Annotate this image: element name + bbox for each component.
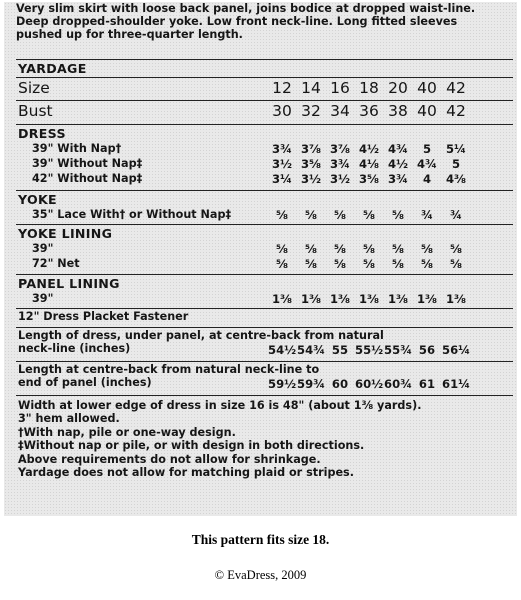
size-value: 40 — [417, 79, 437, 97]
length-value: 60¾ — [384, 377, 413, 391]
yardage-value: 1⅜ — [387, 292, 409, 306]
description-line: pushed up for three-quarter length. — [16, 28, 243, 41]
yardage-value: 3½ — [271, 157, 293, 171]
yardage-value: 4½ — [358, 142, 380, 156]
description-line: Deep dropped-shoulder yoke. Low front neck-line. Long fitted sleeves — [16, 15, 458, 28]
yardage-value: 3½ — [300, 172, 322, 186]
yardage-value: 5 — [451, 157, 461, 171]
size-value: 42 — [446, 79, 466, 97]
dress-title: DRESS — [18, 126, 66, 141]
yardage-value: ⅝ — [304, 242, 317, 256]
divider — [16, 361, 513, 362]
copyright-notice: © EvaDress, 2009 — [214, 568, 307, 582]
bust-value: 36 — [359, 102, 379, 120]
yardage-value: 1⅜ — [329, 292, 351, 306]
length-label-line: Length of dress, under panel, at centre-back from natural — [18, 329, 384, 342]
yardage-value: ⅝ — [275, 208, 288, 222]
yardage-value: 5¼ — [445, 142, 467, 156]
divider — [16, 327, 513, 328]
note-line: †With nap, pile or one-way design. — [18, 425, 236, 439]
length-value: 55 — [331, 343, 349, 357]
length-value: 60 — [331, 377, 349, 391]
yardage-value: 3¾ — [271, 142, 293, 156]
length-label-line: neck-line (inches) — [18, 341, 131, 355]
yardage-value: ⅝ — [304, 208, 317, 222]
note-line: Width at lower edge of dress in size 16 is 48" (about 1⅜ yards). — [18, 399, 422, 412]
yardage-value: ⅝ — [304, 257, 317, 271]
row-label: 39" With Nap† — [32, 142, 122, 155]
yardage-value: 4¾ — [416, 157, 438, 171]
size-value: 12 — [272, 79, 292, 97]
yardage-value: ⅝ — [391, 242, 404, 256]
divider — [16, 59, 513, 60]
size-value: 16 — [330, 79, 350, 97]
length-value: 59½ — [268, 377, 297, 391]
note-line: Above requirements do not allow for shrinkage. — [18, 452, 321, 466]
length-value: 56 — [418, 343, 436, 357]
yardage-value: ⅝ — [362, 208, 375, 222]
row-label: 39" — [32, 292, 54, 305]
divider — [16, 77, 513, 78]
yardage-value: 3⅞ — [300, 142, 322, 156]
size-value: 18 — [359, 79, 379, 97]
row-label: 35" Lace With† or Without Nap‡ — [32, 208, 232, 221]
bust-value: 30 — [272, 102, 292, 120]
length-label-line: Length at centre-back from natural neck-line to — [18, 363, 320, 376]
bust-value: 40 — [417, 102, 437, 120]
garment-description — [16, 2, 511, 41]
panel-lining-title: PANEL LINING — [18, 276, 120, 291]
yardage-value: ⅝ — [333, 257, 346, 271]
row-label: 39" — [32, 242, 54, 255]
yoke-title: YOKE — [18, 192, 57, 207]
yardage-value: ⅝ — [362, 242, 375, 256]
row-label: 72" Net — [32, 257, 80, 270]
yardage-value: 3¾ — [329, 157, 351, 171]
length-value: 55¾ — [384, 343, 413, 357]
note-line: ‡Without nap or pile, or with design in both directions. — [18, 439, 365, 453]
yoke-lining-title: YOKE LINING — [18, 226, 113, 241]
yardage-value: 3¾ — [387, 172, 409, 186]
divider — [16, 274, 513, 275]
placket-fastener: 12" Dress Placket Fastener — [18, 310, 189, 323]
yardage-value: 4¾ — [387, 142, 409, 156]
yardage-value: ⅝ — [420, 242, 433, 256]
yardage-value: ⅝ — [449, 257, 462, 271]
length-value: 61 — [418, 377, 436, 391]
yardage-value: ¾ — [449, 208, 462, 222]
note-line: Yardage does not allow for matching plaid or stripes. — [18, 466, 354, 480]
bust-value: 32 — [301, 102, 321, 120]
divider — [16, 224, 513, 225]
yardage-value: 1⅜ — [358, 292, 380, 306]
yardage-value: ¾ — [420, 208, 433, 222]
size-value: 20 — [388, 79, 408, 97]
length-value: 60½ — [355, 377, 384, 391]
bust-value: 38 — [388, 102, 408, 120]
divider — [16, 308, 513, 309]
length-value: 54¾ — [297, 343, 326, 357]
yardage-value: 4⅛ — [358, 157, 380, 171]
yardage-value: ⅝ — [275, 257, 288, 271]
divider — [16, 190, 513, 191]
length-value: 61¼ — [442, 377, 471, 391]
yardage-value: 3⅝ — [358, 172, 380, 186]
yardage-value: ⅝ — [333, 208, 346, 222]
yardage-value: ⅝ — [391, 208, 404, 222]
size-caption: This pattern fits size 18. — [191, 532, 330, 547]
yardage-title: YARDAGE — [18, 61, 87, 76]
bust-value: 34 — [330, 102, 350, 120]
pattern-envelope-back — [4, 2, 517, 516]
notes — [18, 399, 421, 479]
yardage-value: ⅝ — [333, 242, 346, 256]
bust-value: 42 — [446, 102, 466, 120]
yardage-value: 3⅞ — [329, 142, 351, 156]
divider — [16, 124, 513, 125]
yardage-value: ⅝ — [391, 257, 404, 271]
yardage-value: 1⅜ — [445, 292, 467, 306]
yardage-value: 1⅜ — [271, 292, 293, 306]
yardage-value: 1⅜ — [416, 292, 438, 306]
yardage-value: 3⅝ — [300, 157, 322, 171]
length-value: 59¾ — [297, 377, 326, 391]
divider — [16, 100, 513, 101]
yardage-value: 3½ — [329, 172, 351, 186]
row-label: 39" Without Nap‡ — [32, 157, 143, 170]
note-line: 3" hem allowed. — [18, 412, 120, 426]
size-label: Size — [18, 79, 50, 97]
yardage-value: ⅝ — [420, 257, 433, 271]
yardage-value: ⅝ — [362, 257, 375, 271]
yardage-value: 4⅜ — [445, 172, 467, 186]
bust-label: Bust — [18, 102, 53, 120]
yardage-value: 4½ — [387, 157, 409, 171]
length-value: 54½ — [268, 343, 297, 357]
yardage-value: 4 — [422, 172, 432, 186]
size-value: 14 — [301, 79, 321, 97]
length-label-line: end of panel (inches) — [18, 375, 152, 389]
description-line: Very slim skirt with loose back panel, joins bodice at dropped waist-line. — [16, 2, 476, 15]
yardage-value: 3¼ — [271, 172, 293, 186]
yardage-value: 5 — [422, 142, 432, 156]
length-value: 56¼ — [442, 343, 471, 357]
yardage-value: ⅝ — [275, 242, 288, 256]
length-value: 55½ — [355, 343, 384, 357]
yardage-value: 1⅜ — [300, 292, 322, 306]
divider — [16, 395, 513, 396]
yardage-value: ⅝ — [449, 242, 462, 256]
row-label: 42" Without Nap‡ — [32, 172, 143, 185]
